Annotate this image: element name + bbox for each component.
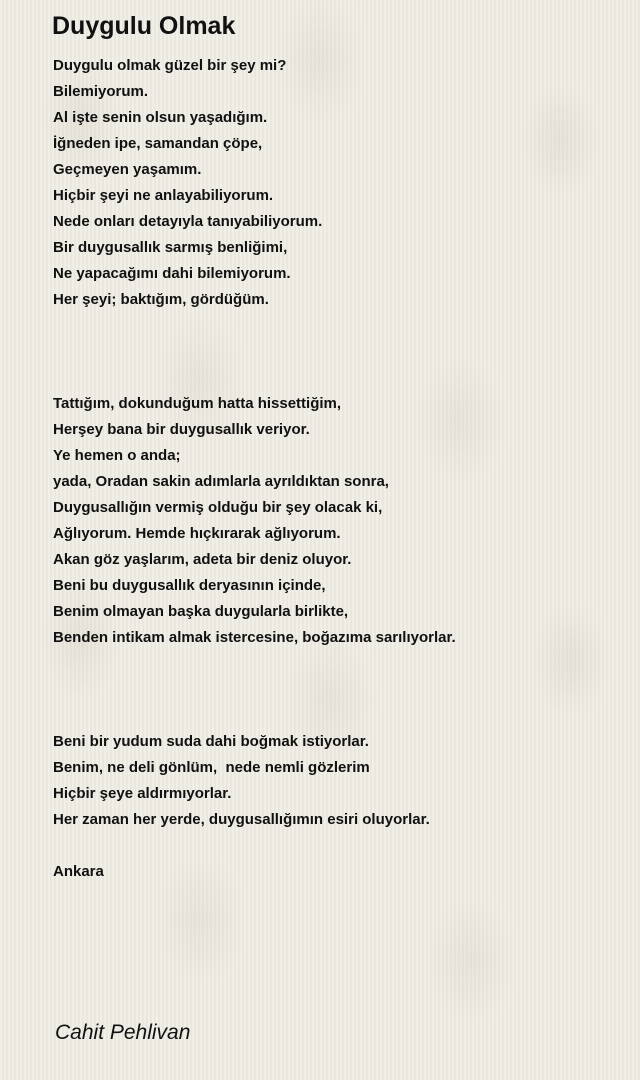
poem-line: Bilemiyorum.: [53, 83, 149, 100]
poem-place: Ankara: [53, 863, 104, 880]
poem-line: Beni bu duygusallık deryasının içinde,: [53, 577, 326, 594]
stanza-gap: [53, 651, 628, 729]
poem-line: Beni bir yudum suda dahi boğmak istiyorlar.: [53, 733, 369, 750]
poem-line: Duygusallığın vermiş olduğu bir şey olacak ki,: [53, 499, 383, 516]
poem-line: Tattığım, dokunduğum hatta hissettiğim,: [53, 395, 342, 412]
poem-line: Benim olmayan başka duygularla birlikte,: [53, 603, 349, 620]
stanza-1: [53, 53, 628, 313]
poem-line: Ağlıyorum. Hemde hıçkırarak ağlıyorum.: [53, 525, 341, 542]
poem-line: Herşey bana bir duygusallık veriyor.: [53, 421, 310, 438]
poem-line: Akan göz yaşlarım, adeta bir deniz oluyor.: [53, 551, 352, 568]
poem-line: İğneden ipe, samandan çöpe,: [53, 135, 263, 152]
poem-body: [53, 53, 628, 885]
poem-line: Bir duygusallık sarmış benliğimi,: [53, 239, 288, 256]
poem-line: yada, Oradan sakin adımlarla ayrıldıktan sonra,: [53, 473, 389, 490]
poem-line: Hiçbir şeyi ne anlayabiliyorum.: [53, 187, 274, 204]
poem-line: Ne yapacağımı dahi bilemiyorum.: [53, 265, 291, 282]
poem-title: Duygulu Olmak: [52, 12, 236, 40]
poem-line: Her zaman her yerde, duygusallığımın esiri oluyorlar.: [53, 811, 430, 828]
stanza-2: [53, 391, 628, 651]
poem-line: Hiçbir şeye aldırmıyorlar.: [53, 785, 232, 802]
poem-line: Benden intikam almak istercesine, boğazıma sarılıyorlar.: [53, 629, 456, 646]
poem-line: Benim, ne deli gönlüm, nede nemli gözlerim: [53, 759, 370, 776]
poem-line: Nede onları detayıyla tanıyabiliyorum.: [53, 213, 323, 230]
poem-line: Al işte senin olsun yaşadığım.: [53, 109, 268, 126]
poem-line: Her şeyi; baktığım, gördüğüm.: [53, 291, 269, 308]
poem-line: Ye hemen o anda;: [53, 447, 181, 464]
poem-line: Duygulu olmak güzel bir şey mi?: [53, 57, 287, 74]
stanza-3: [53, 729, 628, 833]
poem-line: Geçmeyen yaşamım.: [53, 161, 202, 178]
stanza-gap: [53, 313, 628, 391]
stanza-gap: [53, 833, 628, 859]
poem-author: Cahit Pehlivan: [55, 1021, 191, 1044]
